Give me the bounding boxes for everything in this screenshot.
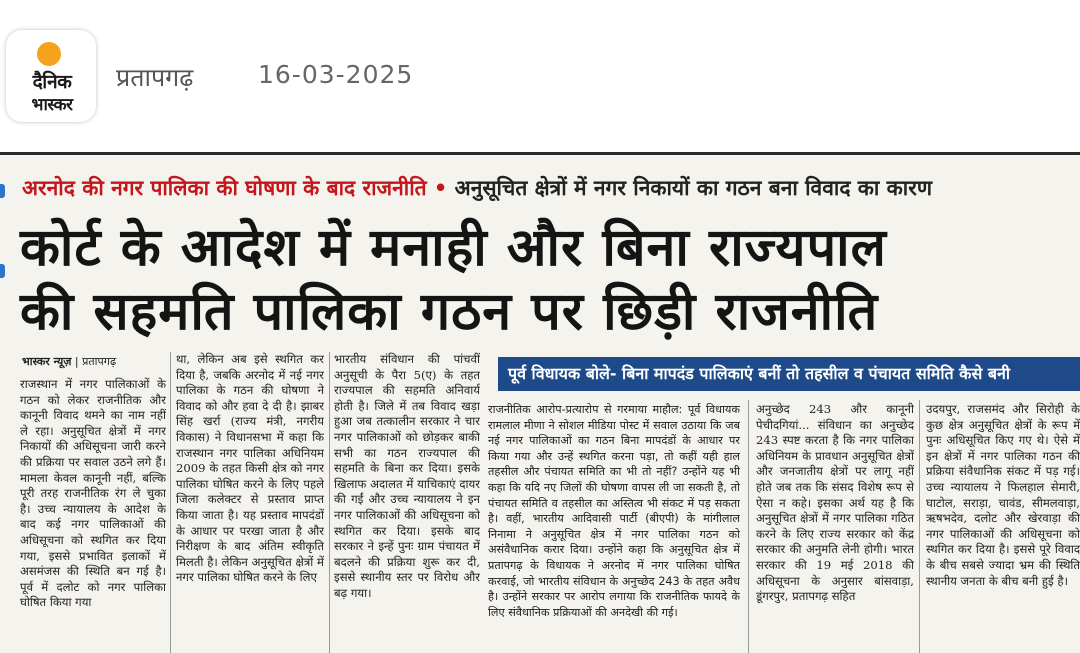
column-divider [748, 400, 749, 653]
dainik-bhaskar-logo[interactable] [6, 30, 96, 122]
article-column-5: अनुच्छेद 243 और कानूनी पेचीदगियां... संविधान का अनुच्छेद 243 स्पष्ट करता है कि नगर पालिका अधिनियम के प्रावधान अनुसूचित क्षेत्रों और जनजातीय क्षेत्रों पर लागू नहीं होते जब तक कि संसद विशेष रूप से ऐसा न कहे। इसका अर्थ यह है कि अनुसूचित क्षेत्रों में नगर पालिका गठित करने के लिए राज्य सरकार को केंद्र सरकार की अनुमति लेनी होगी। भारत सरकार की 19 मई 2018 की अधिसूचना के अनुसार बांसवाड़ा, डूंगरपुर, प्रतापगढ़ सहित [756, 402, 914, 604]
edition-date: 16-03-2025 [258, 60, 414, 89]
newspaper-clipping [0, 152, 1080, 653]
page-marker-icon [0, 264, 5, 278]
logo-sun-icon [37, 42, 61, 66]
byline-source: भास्कर न्यूज़ [22, 355, 72, 368]
article-column-4: राजनीतिक आरोप-प्रत्यारोप से गरमाया माहौल: पूर्व विधायक रामलाल मीणा ने सोशल मीडिया पोस्ट में सवाल उठाया कि जब नई नगर पालिकाओं का गठन बिना मापदंडों के आधार पर किया गया और उन्हें स्थगित करना पड़ा, तो कहीं यही हाल तहसील और पंचायत समिति का भी तो नहीं? उन्होंने यह भी कहा कि यदि नए जिलों की घोषणा वापस ली जा सकती है, तो पंचायत समिति व तहसील का अस्तित्व भी संकट में पड़ सकता है। वहीं, भारतीय आदिवासी पार्टी (बीएपी) के मांगीलाल निनामा ने अनुसूचित क्षेत्र में नगर पालिका गठन को असंवैधानिक करार दिया। उन्होंने कहा कि अनुसूचित क्षेत्र में प्रतापगढ़ के विधायक ने अरनोद में नगर पालिका घोषित करवाई, जो भारतीय संविधान के अनुच्छेद 243 के तहत अवैध है। उन्होंने सरकार पर आरोप लगाया कि राजनीतिक फायदे के लिए संवैधानिक प्रक्रियाओं की अनदेखी की गई। [488, 403, 740, 619]
subheadline-banner: पूर्व विधायक बोले- बिना मापदंड पालिकाएं बनीं तो तहसील व पंचायत समिति कैसे बनी [498, 357, 1080, 391]
column-divider [919, 400, 920, 653]
edition-city: प्रतापगढ़ [116, 63, 194, 92]
article-column-1: राजस्थान में नगर पालिकाओं के गठन को लेकर राजनीतिक और कानूनी विवाद थमने का नाम नहीं ले रहा। अनुसूचित क्षेत्रों में नगर निकायों की अधिसूचना जारी करने की प्रक्रिया पर सवाल उठने लगे हैं। मामला केवल कानूनी नहीं, बल्कि पूरी तरह राजनीतिक रंग ले चुका है। उच्च न्यायालय के आदेश के बाद कई नगर पालिकाओं की अधिसूचना को स्थगित कर दिया गया, इससे प्रभावित इलाकों में असमंजस की स्थिति बन गई है। पूर्व में दलोट को नगर पालिका घोषित किया गया [20, 377, 166, 610]
kicker-black-text: अनुसूचित क्षेत्रों में नगर निकायों का गठन बना विवाद का कारण [447, 176, 933, 200]
kicker-red-text: अरनोद की नगर पालिका की घोषणा के बाद राजनीति • [22, 176, 448, 200]
article-column-2: था, लेकिन अब इसे स्थगित कर दिया है, जबकि अरनोद में नई नगर पालिका के गठन की घोषणा ने विवाद को और हवा दे दी है। झाबर सिंह खर्रा (राज्य मंत्री, नगरीय विकास) ने विधानसभा में कहा कि राजस्थान नगर पालिका अधिनियम 2009 के तहत किसी क्षेत्र को नगर पालिका घोषित करने के लिए पहले जिला कलेक्टर से प्रस्ताव प्राप्त किया जाता है। यह प्रस्ताव मापदंडों के आधार पर परखा जाता है और निरीक्षण के बाद अंतिम स्वीकृति मिलती है। लेकिन अनुसूचित क्षेत्रों में नगर पालिका घोषित करने के लिए [176, 352, 324, 585]
byline [22, 354, 116, 369]
headline-line-1: कोर्ट के आदेश में मनाही और बिना राज्यपाल [20, 218, 887, 278]
headline-line-2: की सहमति पालिका गठन पर छिड़ी राजनीति [20, 282, 879, 342]
page-marker-icon [0, 184, 5, 198]
logo-text-line2: भास्कर [31, 95, 73, 115]
byline-place: | प्रतापगढ़ [71, 355, 117, 368]
app-header [0, 0, 1080, 150]
logo-text-line1: दैनिक [32, 71, 72, 93]
article-column-6: उदयपुर, राजसमंद और सिरोही के कुछ क्षेत्र अनुसूचित क्षेत्रों के रूप में पुनः अधिसूचित किए गए थे। ऐसे में इन क्षेत्रों में नगर पालिका गठन की प्रक्रिया संवैधानिक संकट में पड़ गई। उच्च न्यायालय ने फिलहाल सेमारी, घाटोल, सराड़ा, चावंड, सीमलवाड़ा, ऋषभदेव, दलोट और खेरवाड़ा की नगर पालिकाओं की अधिसूचना को स्थगित कर दिया है। इससे पूरे विवाद के बीच सबसे ज्यादा भ्रम की स्थिति स्थानीय जनता के बीच बनी हुई है। [926, 402, 1080, 588]
clipping-top-border [0, 152, 1080, 155]
article-kicker [22, 174, 1072, 208]
article-column-3: भारतीय संविधान की पांचवीं अनुसूची के पैरा 5(ए) के तहत राज्यपाल की सहमति अनिवार्य होती है। जिले में तब विवाद खड़ा हुआ जब तत्कालीन सरकार ने चार नगर पालिकाओं को छोड़कर बाकी सभी का गठन राज्यपाल की सहमति के बिना कर दिया। इसके खिलाफ अदालत में याचिकाएं दायर की गईं और उच्च न्यायालय ने इन नगर पालिकाओं की अधिसूचना को स्थगित कर दिया। इसके बाद सरकार ने इन्हें पुनः ग्राम पंचायत में बदलने की प्रक्रिया शुरू कर दी, इससे स्थानीय स्तर पर विरोध और बढ़ गया। [334, 352, 480, 600]
column-divider [329, 352, 330, 653]
column-divider [170, 352, 171, 653]
